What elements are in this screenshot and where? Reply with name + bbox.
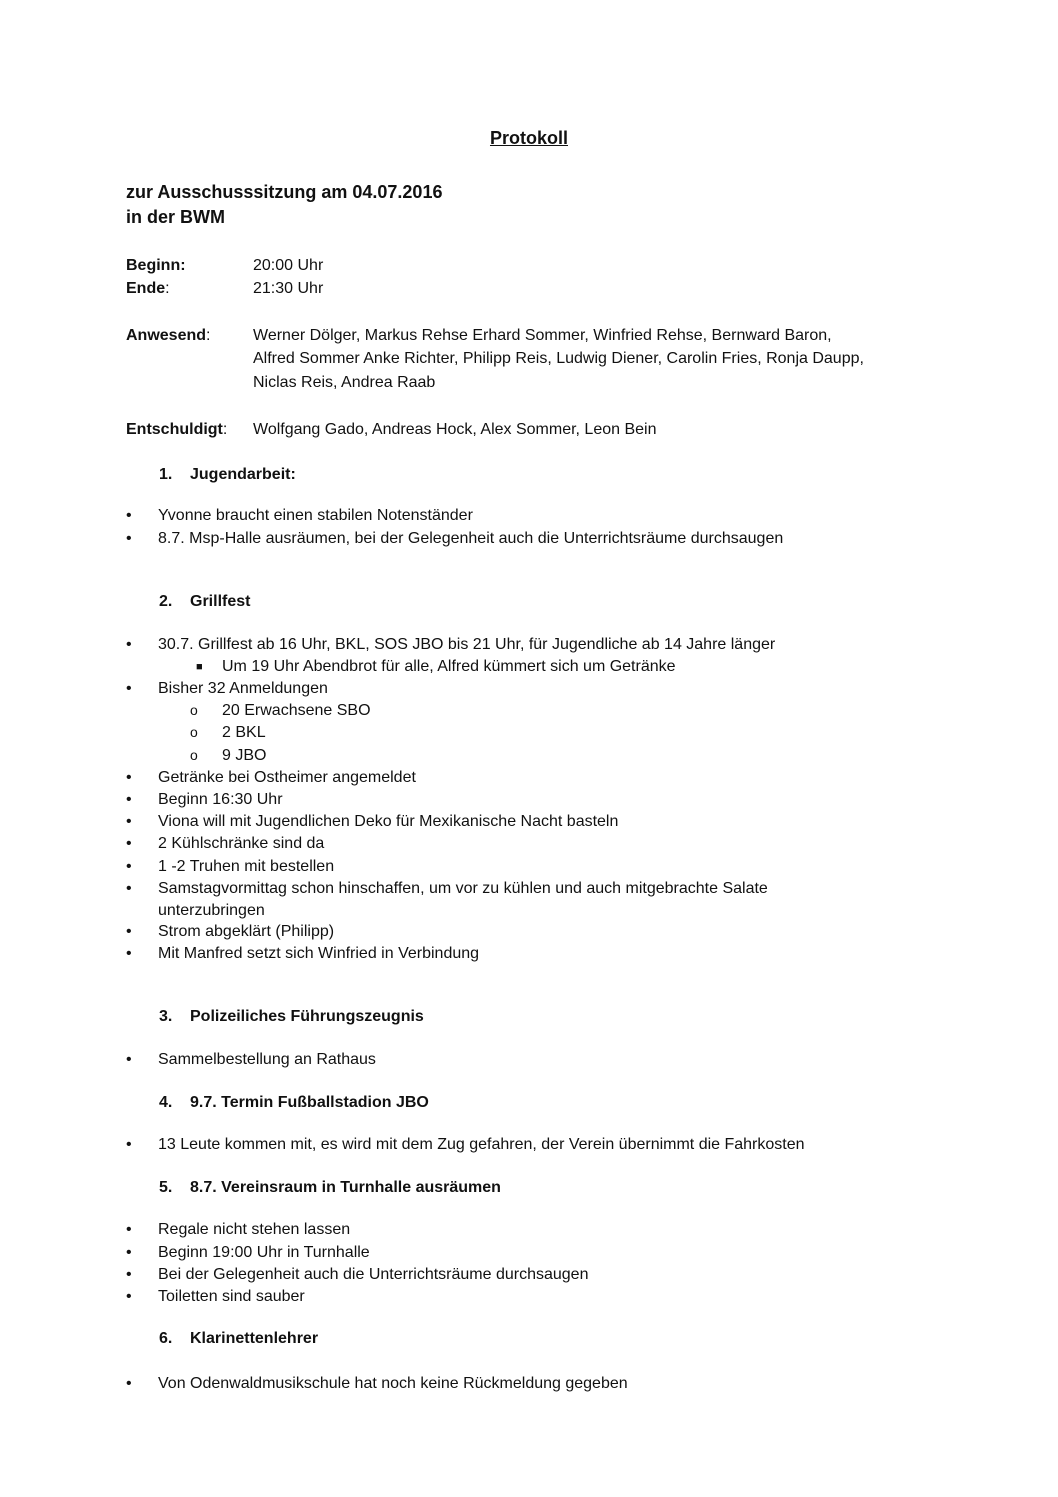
bullet-icon: • (126, 1136, 132, 1153)
bullet-icon: • (126, 791, 132, 808)
bullet-icon: • (126, 680, 132, 697)
bullet-icon: • (126, 1051, 132, 1068)
list-item: Yvonne braucht einen stabilen Notenständer (158, 507, 473, 524)
list-item: Beginn 19:00 Uhr in Turnhalle (158, 1244, 370, 1261)
list-item: Mit Manfred setzt sich Winfried in Verbindung (158, 945, 480, 962)
anwesend-colon: : (206, 327, 211, 344)
bullet-icon: • (126, 945, 132, 962)
anwesend-line: Alfred Sommer Anke Richter, Philipp Reis, Ludwig Diener, Carolin Fries, Ronja Daupp, (253, 350, 864, 367)
section-title: Grillfest (190, 593, 251, 610)
anwesend-label: Anwesend (126, 327, 207, 344)
meeting-subtitle: zur Ausschusssitzung am 04.07.2016 (126, 182, 443, 202)
list-item: Regale nicht stehen lassen (158, 1221, 351, 1238)
circle-bullet-icon: o (190, 747, 198, 763)
meeting-location: in der BWM (126, 207, 225, 227)
bullet-icon: • (126, 636, 132, 653)
list-item: 30.7. Grillfest ab 16 Uhr, BKL, SOS JBO bis 21 Uhr, für Jugendliche ab 14 Jahre länger (158, 636, 776, 653)
section-heading (159, 593, 250, 611)
section-title: Polizeiliches Führungszeugnis (190, 1008, 424, 1025)
list-item: 20 Erwachsene SBO (222, 702, 371, 719)
list-item: Strom abgeklärt (Philipp) (158, 923, 335, 940)
section-number: 2. (159, 593, 173, 610)
section-title: 9.7. Termin Fußballstadion JBO (190, 1094, 429, 1111)
bullet-icon: • (126, 1266, 132, 1283)
ende-colon: : (165, 280, 170, 297)
list-item: 13 Leute kommen mit, es wird mit dem Zug gefahren, der Verein übernimmt die Fahrkosten (158, 1136, 805, 1153)
section-title: 8.7. Vereinsraum in Turnhalle ausräumen (190, 1179, 501, 1196)
bullet-icon: • (126, 923, 132, 940)
bullet-icon: • (126, 1375, 132, 1392)
anwesend-line: Werner Dölger, Markus Rehse Erhard Sommer, Winfried Rehse, Bernward Baron, (253, 327, 832, 344)
list-item: 8.7. Msp-Halle ausräumen, bei der Gelegenheit auch die Unterrichtsräume durchsaugen (158, 530, 784, 547)
section-number: 1. (159, 466, 173, 483)
square-bullet-icon: ■ (196, 661, 203, 673)
list-item: Bisher 32 Anmeldungen (158, 680, 328, 697)
bullet-icon: • (126, 813, 132, 830)
bullet-icon: • (126, 507, 132, 524)
anwesend-row (126, 327, 210, 345)
list-item: Sammelbestellung an Rathaus (158, 1051, 376, 1068)
beginn-label: Beginn: (126, 257, 186, 274)
section-title: Jugendarbeit: (190, 466, 296, 483)
bullet-icon: • (126, 880, 132, 897)
bullet-icon: • (126, 1221, 132, 1238)
list-item: Von Odenwaldmusikschule hat noch keine Rückmeldung gegeben (158, 1375, 628, 1392)
circle-bullet-icon: o (190, 724, 198, 740)
list-item: 2 BKL (222, 724, 266, 741)
bullet-icon: • (126, 835, 132, 852)
section-heading (159, 466, 296, 484)
bullet-icon: • (126, 530, 132, 547)
document-title: Protokoll (489, 128, 568, 148)
section-number: 6. (159, 1330, 173, 1347)
list-item: 9 JBO (222, 747, 267, 764)
section-heading (159, 1330, 318, 1348)
bullet-icon: • (126, 1244, 132, 1261)
list-item: Toiletten sind sauber (158, 1288, 305, 1305)
list-item: Getränke bei Ostheimer angemeldet (158, 769, 416, 786)
list-item: Um 19 Uhr Abendbrot für alle, Alfred kümmert sich um Getränke (222, 658, 676, 675)
entschuldigt-colon: : (222, 421, 228, 438)
entschuldigt-label: Entschuldigt (126, 421, 223, 438)
section-number: 3. (159, 1008, 173, 1025)
list-item: Bei der Gelegenheit auch die Unterrichtsräume durchsaugen (158, 1266, 589, 1283)
list-item: Viona will mit Jugendlichen Deko für Mexikanische Nacht basteln (158, 813, 619, 830)
section-number: 5. (159, 1179, 173, 1196)
bullet-icon: • (126, 769, 132, 786)
list-item-continuation: unterzubringen (158, 902, 265, 919)
section-number: 4. (159, 1094, 173, 1111)
beginn-value: 20:00 Uhr (253, 257, 324, 274)
bullet-icon: • (126, 1288, 132, 1305)
section-heading (159, 1094, 429, 1112)
ende-label: Ende (126, 280, 166, 297)
section-heading (159, 1179, 501, 1197)
section-title: Klarinettenlehrer (190, 1330, 319, 1347)
anwesend-line: Niclas Reis, Andrea Raab (253, 374, 436, 391)
circle-bullet-icon: o (190, 702, 198, 718)
list-item: 1 -2 Truhen mit bestellen (158, 858, 335, 875)
list-item: 2 Kühlschränke sind da (158, 835, 325, 852)
list-item: Samstagvormittag schon hinschaffen, um vor zu kühlen und auch mitgebrachte Salate (158, 880, 768, 897)
ende-value: 21:30 Uhr (253, 280, 324, 297)
bullet-icon: • (126, 858, 132, 875)
list-item: Beginn 16:30 Uhr (158, 791, 283, 808)
entschuldigt-row (126, 421, 227, 439)
section-heading (159, 1008, 424, 1026)
ende-row (126, 280, 170, 298)
entschuldigt-value: Wolfgang Gado, Andreas Hock, Alex Sommer, Leon Bein (253, 421, 657, 438)
